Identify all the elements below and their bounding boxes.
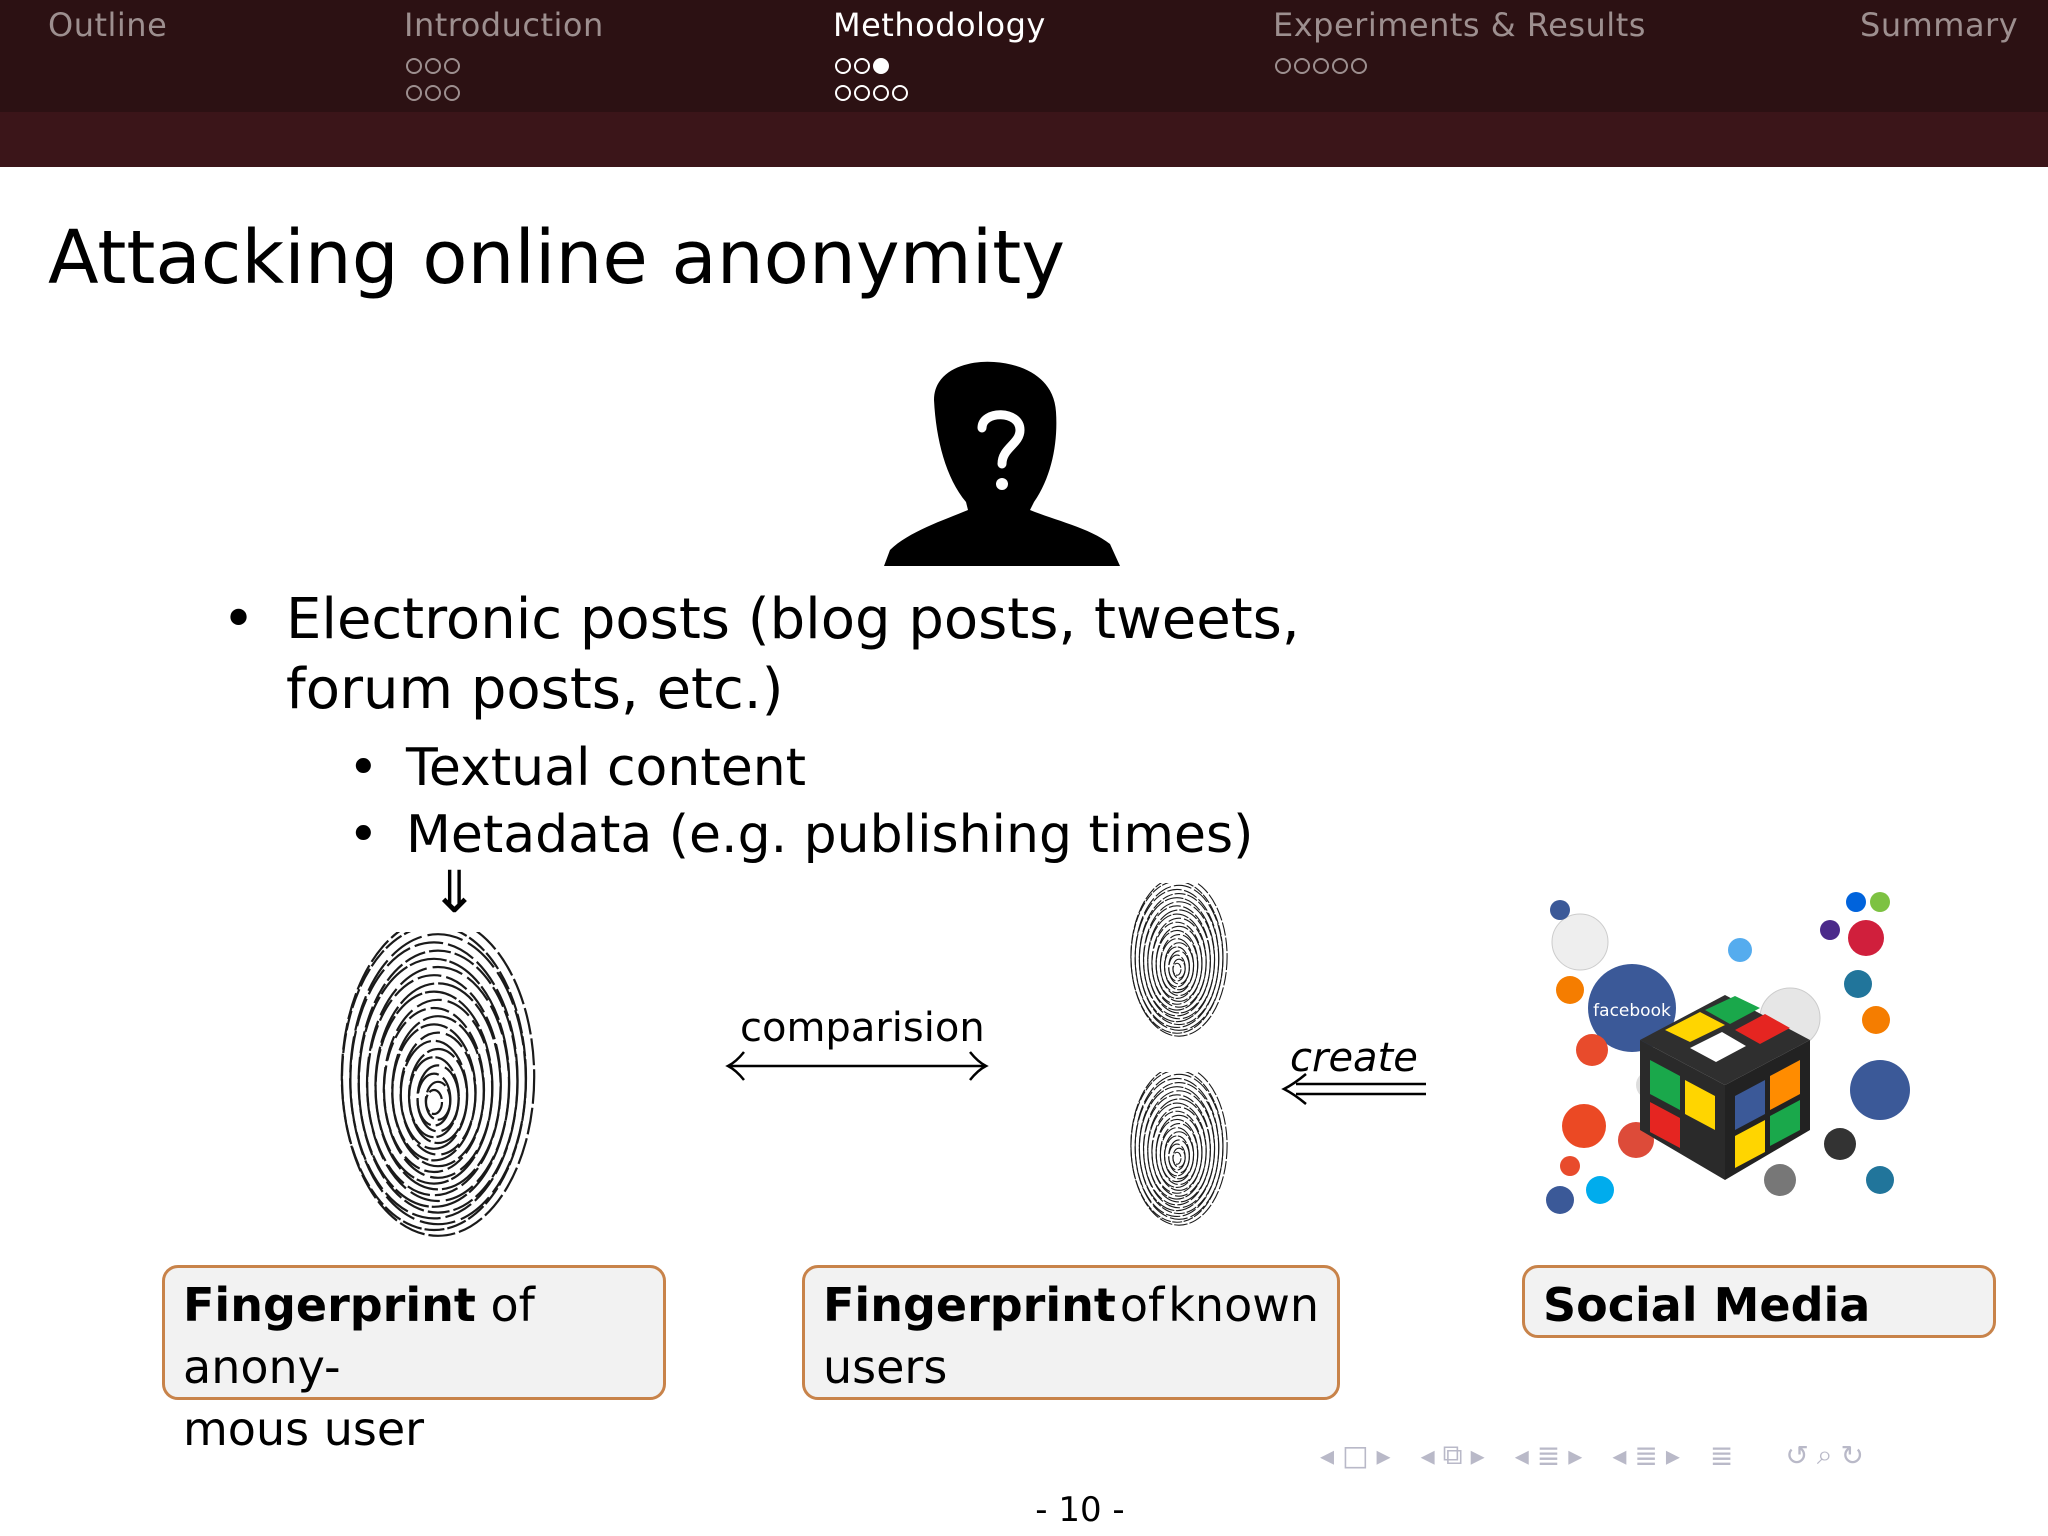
anonymous-fingerprint-box [162,1265,666,1456]
page-number: - 10 - [1035,1490,1125,1530]
subbullet-text: Textual content [406,738,807,798]
fingerprint-ridge [1148,1099,1211,1202]
fingerprint-icon [1128,1072,1228,1237]
beamer-nav-symbol[interactable]: ≣ [1536,1438,1561,1472]
fingerprint-ridge [1148,910,1211,1013]
frame-dot[interactable] [873,58,889,74]
beamer-nav-symbol[interactable]: ↺ [1785,1438,1809,1472]
social-media-collage-icon [1540,890,1916,1220]
fingerprint-ridge [1156,930,1198,998]
beamer-nav-symbol[interactable]: ▸ [1665,1438,1680,1472]
beamer-nav-symbol[interactable]: ◂ [1514,1438,1529,1472]
nav-section-title[interactable]: Experiments & Results [1273,6,1646,44]
double-down-arrow-icon: ⇓ [430,858,479,926]
box-bold-text: Fingerprint [823,1278,1116,1332]
comparison-label: comparision [740,1005,985,1051]
frame-dot[interactable] [1275,58,1291,74]
social-media-box [1522,1265,1996,1338]
fingerprint-ridge [1173,963,1181,975]
beamer-nav-symbol[interactable]: ≣ [1709,1438,1734,1472]
beamer-nav-symbol[interactable]: ▸ [1376,1438,1391,1472]
frame-dot[interactable] [892,85,908,101]
frame-dot[interactable] [406,58,422,74]
beamer-nav-symbol[interactable]: ≣ [1634,1438,1658,1472]
nav-section-methodology[interactable] [833,0,1093,112]
box-text-line2: mous user [183,1402,425,1456]
create-label: create [1290,1035,1418,1081]
beamer-nav-symbol[interactable]: ◂ [1420,1438,1435,1472]
double-headed-arrow-icon [722,1040,992,1090]
frame-dot[interactable] [425,85,441,101]
nav-section-introduction[interactable] [404,0,664,112]
fingerprint-icon [336,932,536,1257]
fingerprint-ridge [1173,1152,1181,1164]
frame-dot[interactable] [835,58,851,74]
nav-section-title[interactable]: Outline [48,6,168,44]
beamer-nav-symbol[interactable]: ⌕ [1816,1438,1833,1471]
frame-dot[interactable] [873,85,889,101]
beamer-nav-symbol[interactable]: ◂ [1320,1438,1335,1472]
slide-title: Attacking online anonymity [48,215,1066,301]
frame-dot[interactable] [1313,58,1329,74]
fingerprint-icon [1128,883,1228,1048]
frame-dot[interactable] [444,58,460,74]
beamer-nav-symbol[interactable]: ◂ [1612,1438,1627,1472]
box-text: known [1168,1278,1319,1332]
nav-progress-dots [835,58,889,74]
beamer-nav-symbol[interactable]: ▸ [1568,1438,1583,1472]
beamer-nav-symbol[interactable]: □ [1342,1438,1369,1472]
fingerprint-ridge [1156,1119,1198,1187]
fingerprint-ridge [392,1024,475,1160]
box-text: of anony- [183,1278,535,1394]
frame-dot[interactable] [406,85,422,101]
box-bold-text: Fingerprint [183,1278,476,1332]
bullet-mark: • [222,587,256,652]
fingerprint-ridge [375,983,500,1189]
beamer-nav-symbol[interactable]: ↻ [1840,1438,1864,1472]
nav-section-experiments-results[interactable] [1273,0,1653,112]
bullet-text: Electronic posts (blog posts, tweets, forum posts, etc.) [286,587,1300,722]
facebook-logo-text: facebook [1593,1001,1671,1021]
box-text-line2: users [823,1340,948,1394]
nav-section-title[interactable]: Introduction [404,6,604,44]
beamer-nav-symbol[interactable]: ⧉ [1442,1438,1463,1471]
subbullet-text: Metadata (e.g. publishing times) [406,805,1254,865]
nav-section-summary[interactable] [1860,0,2040,112]
box-text: of [1119,1278,1165,1332]
frame-dot[interactable] [1332,58,1348,74]
frame-dot[interactable] [854,85,870,101]
beamer-navigation-controls[interactable] [1320,1438,1864,1472]
nav-progress-dots [835,85,908,101]
box-bold-text: Social Media [1543,1278,1871,1332]
double-left-arrow-icon [1280,1070,1430,1110]
section-navigation-bar [0,0,2048,112]
frame-dot[interactable] [444,85,460,101]
nav-section-title[interactable]: Methodology [833,6,1046,44]
frame-dot[interactable] [835,85,851,101]
bullet-mark: • [348,805,379,865]
nav-progress-dots [1275,58,1367,74]
anonymous-person-question-icon [884,360,1120,566]
nav-progress-dots [406,85,460,101]
nav-section-title[interactable]: Summary [1860,6,2019,44]
section-subtitle-bar [0,112,2048,167]
frame-dot[interactable] [1294,58,1310,74]
known-users-fingerprint-box [802,1265,1340,1400]
nav-section-outline[interactable] [48,0,248,112]
frame-dot[interactable] [425,58,441,74]
bullet-mark: • [348,738,379,798]
nav-progress-dots [406,58,460,74]
frame-dot[interactable] [854,58,870,74]
frame-dot[interactable] [1351,58,1367,74]
fingerprint-ridge [342,932,534,1236]
beamer-nav-symbol[interactable]: ▸ [1470,1438,1485,1472]
